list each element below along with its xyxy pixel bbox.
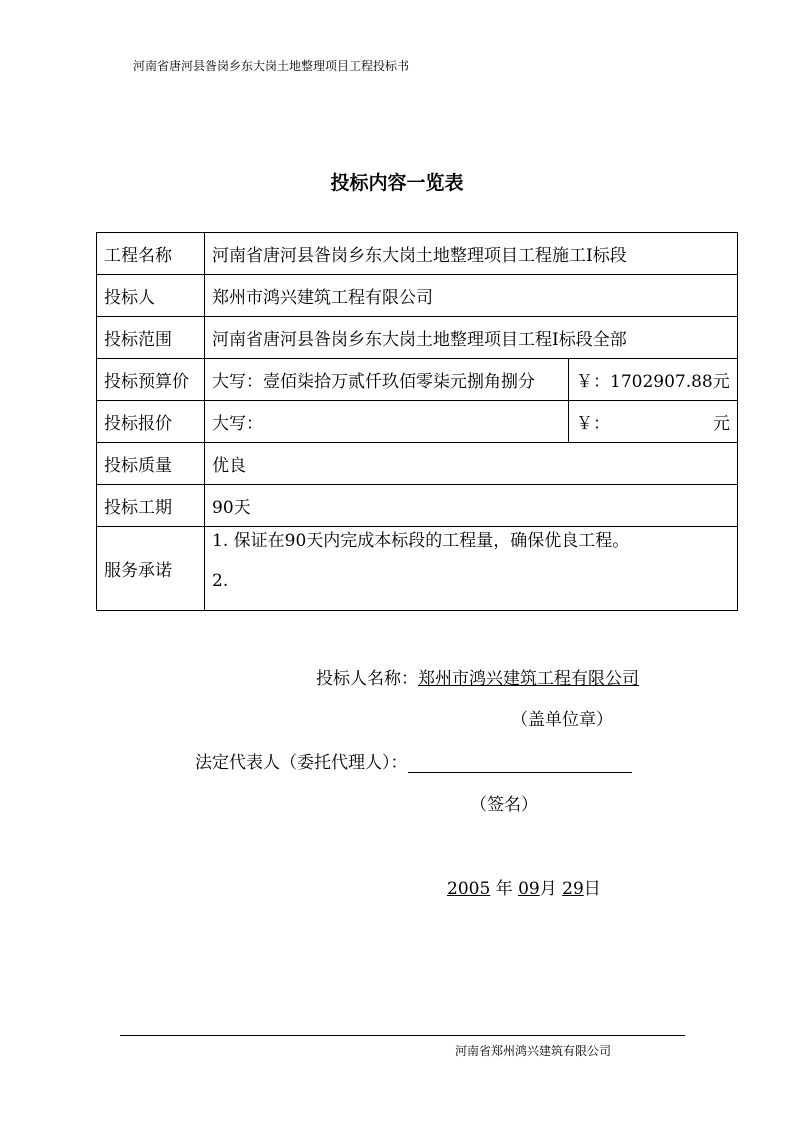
bidder-name: 郑州市鸿兴建筑工程有限公司 xyxy=(418,669,639,689)
table-row xyxy=(97,317,738,359)
bidder-value: 郑州市鸿兴建筑工程有限公司 xyxy=(205,275,738,317)
representative-label: 法定代表人（委托代理人）： xyxy=(195,753,408,773)
service-commitment xyxy=(205,527,738,611)
quote-amount-cell xyxy=(569,401,738,443)
document-header: 河南省唐河县昝岗乡东大岗土地整理项目工程投标书 xyxy=(133,59,410,73)
date-year: 2005 xyxy=(447,879,491,899)
row-label: 投标报价 xyxy=(97,401,205,443)
date-month-label: 月 xyxy=(539,879,557,899)
table-row xyxy=(97,527,738,611)
document-footer: 河南省郑州鸿兴建筑有限公司 xyxy=(455,1044,612,1058)
budget-words: 大写：壹佰柒拾万贰仟玖佰零柒元捌角捌分 xyxy=(205,359,569,401)
table-row xyxy=(97,401,738,443)
row-label: 投标范围 xyxy=(97,317,205,359)
row-label: 投标人 xyxy=(97,275,205,317)
row-label: 工程名称 xyxy=(97,233,205,275)
table-row xyxy=(97,275,738,317)
row-label: 投标工期 xyxy=(97,485,205,527)
row-label: 投标预算价 xyxy=(97,359,205,401)
date-day: 29 xyxy=(562,879,584,899)
budget-amount: ￥：1702907.88元 xyxy=(569,359,738,401)
project-name-value: 河南省唐河县昝岗乡东大岗土地整理项目工程施工Ⅰ标段 xyxy=(205,233,738,275)
bidder-name-label: 投标人名称： xyxy=(316,669,418,689)
representative-blank xyxy=(408,754,632,773)
quote-currency: ￥： xyxy=(576,414,610,434)
table-row xyxy=(97,485,738,527)
table-row xyxy=(97,443,738,485)
sign-note: （签名） xyxy=(470,795,538,815)
quality-value: 优良 xyxy=(205,443,738,485)
service-line-2: 2. xyxy=(212,570,229,591)
bidder-signature-line xyxy=(316,664,639,689)
row-label: 投标质量 xyxy=(97,443,205,485)
footer-divider xyxy=(120,1035,685,1036)
bid-summary-table xyxy=(96,232,738,611)
table-row xyxy=(97,359,738,401)
date-month: 09 xyxy=(518,879,540,899)
row-label: 服务承诺 xyxy=(97,527,205,611)
table-row xyxy=(97,233,738,275)
representative-line xyxy=(195,748,632,773)
date-year-label: 年 xyxy=(495,879,513,899)
seal-note: （盖单位章） xyxy=(511,710,613,730)
quote-words: 大写： xyxy=(205,401,569,443)
date-day-label: 日 xyxy=(583,879,601,899)
page-title: 投标内容一览表 xyxy=(330,172,464,194)
period-value: 90天 xyxy=(205,485,738,527)
date-line xyxy=(447,874,601,899)
scope-value: 河南省唐河县昝岗乡东大岗土地整理项目工程Ⅰ标段全部 xyxy=(205,317,738,359)
quote-unit: 元 xyxy=(713,414,730,434)
service-line-1: 1. 保证在90天内完成本标段的工程量，确保优良工程。 xyxy=(212,530,630,551)
